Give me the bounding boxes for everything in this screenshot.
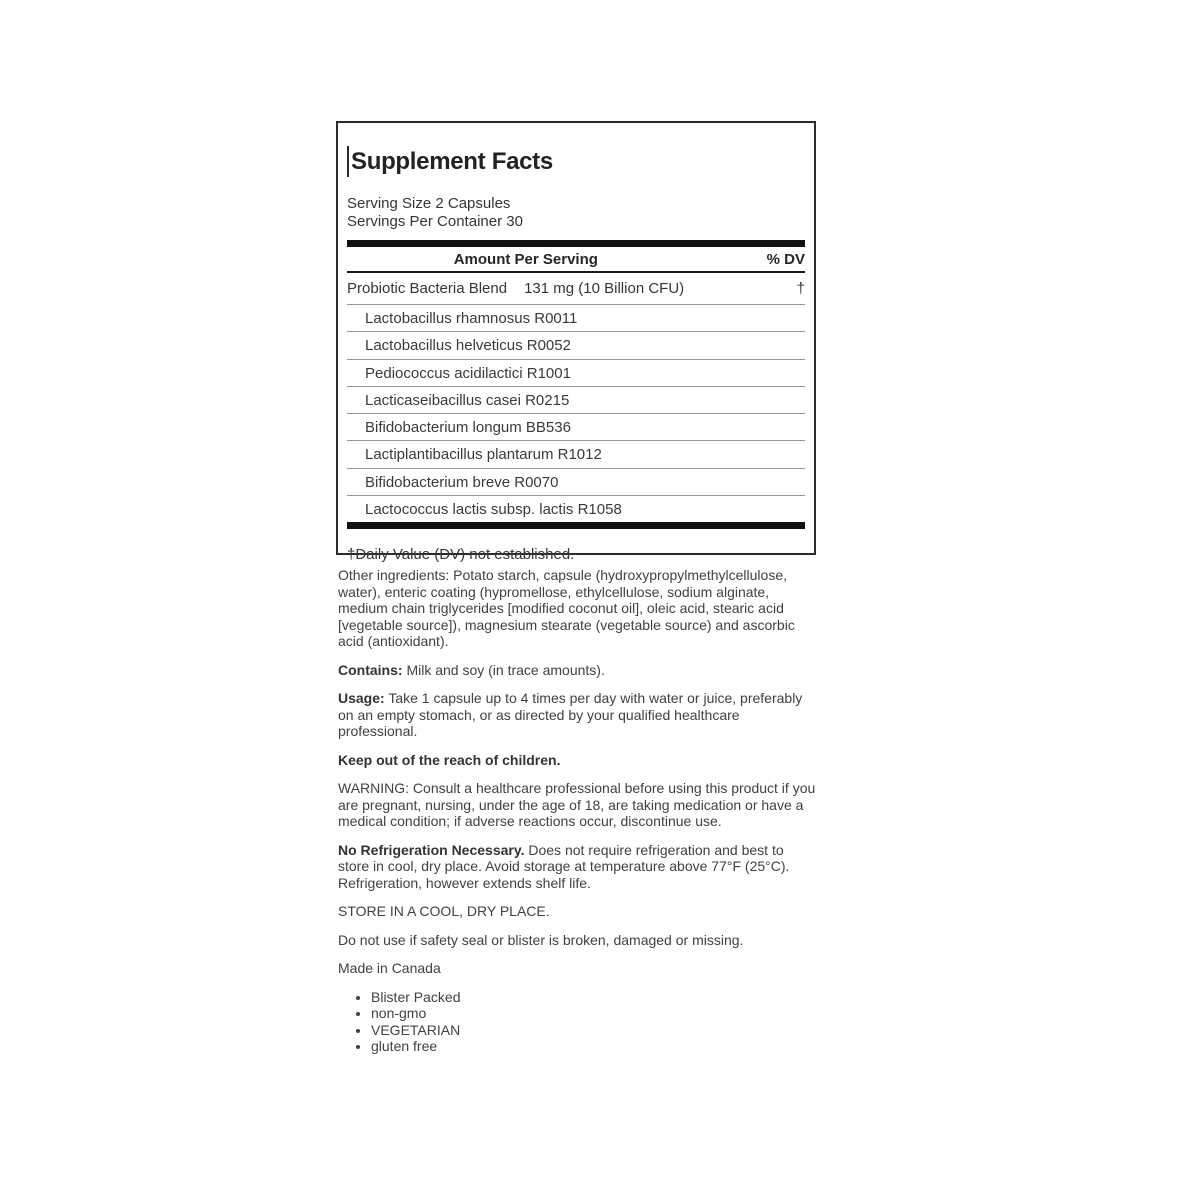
strain-row: Lactobacillus rhamnosus R0011 (347, 304, 805, 331)
feature-item-label: Blister Packed (371, 988, 461, 1005)
contains-line (338, 662, 818, 679)
strain-row: Lactiplantibacillus plantarum R1012 (347, 440, 805, 467)
strain-list (347, 304, 805, 522)
strain-row: Pediococcus acidilactici R1001 (347, 359, 805, 386)
feature-item-label: non-gmo (371, 1005, 427, 1021)
strain-row: Bifidobacterium longum BB536 (347, 413, 805, 440)
no-refrigeration-label: No Refrigeration Necessary. (338, 841, 525, 858)
strain-row: Lacticaseibacillus casei R0215 (347, 386, 805, 413)
text-cursor-artifact (347, 146, 349, 177)
divider-thick-bottom (347, 522, 805, 529)
label-info-text (338, 567, 818, 1055)
servings-per-container-line: Servings Per Container 30 (347, 212, 523, 230)
divider-thick-top (347, 240, 805, 247)
panel-title-row (347, 146, 805, 177)
feature-item (338, 1038, 818, 1055)
strain-row: Bifidobacterium breve R0070 (347, 468, 805, 495)
usage-text: Take 1 capsule up to 4 times per day with water or juice, preferably on an empty stomach, or as directed by your qualified healthcare professional. (338, 690, 803, 739)
panel-title: Supplement Facts (351, 148, 553, 175)
bullet-dot (356, 996, 360, 1000)
keep-out-warning: Keep out of the reach of children. (338, 751, 561, 768)
safety-seal-notice: Do not use if safety seal or blister is broken, damaged or missing. (338, 931, 744, 948)
dv-footnote: †Daily Value (DV) not established. (347, 546, 575, 563)
feature-list (338, 989, 818, 1055)
feature-item-label: VEGETARIAN (371, 1021, 461, 1038)
storage-instruction: STORE IN A COOL, DRY PLACE. (338, 903, 550, 919)
contains-label: Contains: (338, 661, 403, 678)
made-in: Made in Canada (338, 960, 441, 976)
no-refrigeration-line (338, 842, 818, 892)
serving-size-line: Serving Size 2 Capsules (347, 195, 511, 212)
usage-label: Usage: (338, 690, 385, 706)
feature-item (338, 1022, 818, 1039)
table-header-row (347, 247, 805, 273)
bullet-dot (356, 1012, 360, 1016)
bullet-dot (356, 1045, 360, 1049)
blend-dv-dagger: † (796, 280, 805, 297)
percent-dv-header: % DV (766, 251, 805, 268)
other-ingredients: Other ingredients: Potato starch, capsule (hydroxypropylmethylcellulose, water), enteric coating (hypromellose, ethylcellulose, sodium alginate, medium chain triglycerides [modified coconut oil], oleic acid, stearic acid [vegetable source]), magnesium stearate (vegetable source) and ascorbic acid (antioxidant). (338, 567, 795, 649)
blend-name: Probiotic Bacteria Blend (347, 280, 508, 297)
amount-per-serving-header: Amount Per Serving (453, 251, 598, 268)
feature-item-label: gluten free (371, 1038, 438, 1054)
warning-text: WARNING: Consult a healthcare professional before using this product if you are pregnant, nursing, under the age of 18, are taking medication or have a medical condition; if adverse reactions occur, discontinue use. (338, 780, 816, 829)
bullet-dot (356, 1029, 360, 1033)
blend-row (347, 273, 805, 304)
serving-info (347, 195, 805, 230)
strain-row: Lactococcus lactis subsp. lactis R1058 (347, 495, 805, 522)
feature-item (338, 1005, 818, 1022)
blend-amount: 131 mg (10 Billion CFU) (524, 280, 685, 297)
feature-item (338, 989, 818, 1006)
no-refrigeration-text: Does not require refrigeration and best to store in cool, dry place. Avoid storage at temperature above 77°F (25°C). Refrigeration, however extends shelf life. (338, 841, 790, 891)
strain-row: Lactobacillus helveticus R0052 (347, 331, 805, 358)
contains-text: Milk and soy (in trace amounts). (402, 661, 605, 678)
supplement-facts-panel (336, 121, 816, 563)
usage-line (338, 690, 818, 740)
